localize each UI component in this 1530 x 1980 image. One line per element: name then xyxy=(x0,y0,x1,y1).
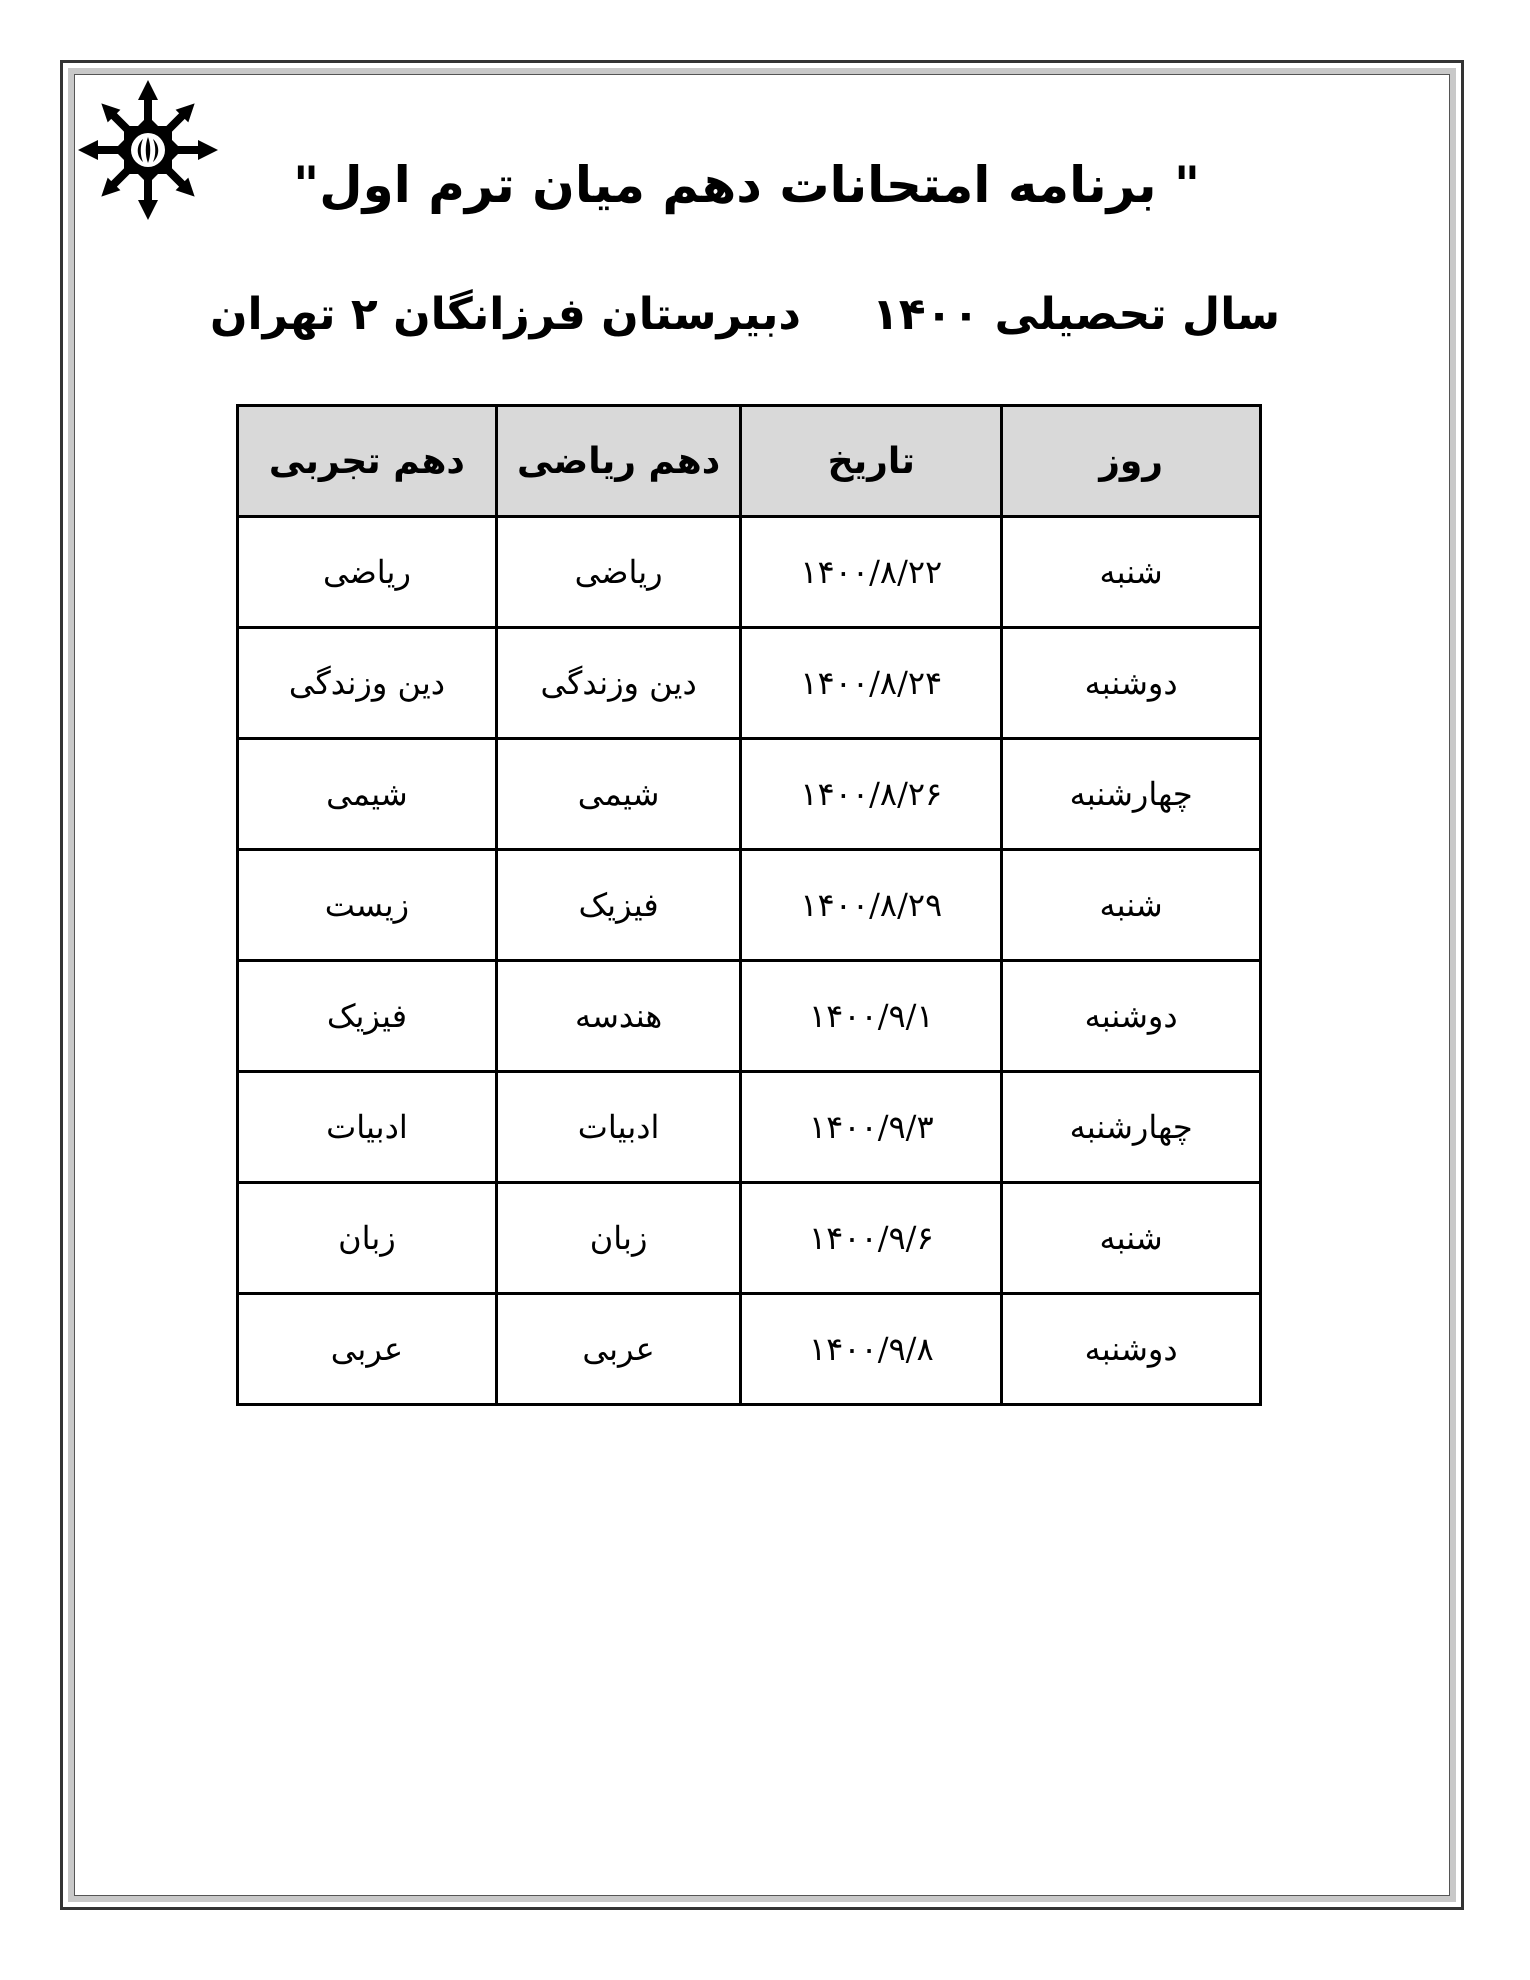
cell-day: شنبه xyxy=(1002,1183,1261,1294)
cell-date: ۱۴۰۰/۹/۳ xyxy=(741,1072,1002,1183)
cell-math: ادبیات xyxy=(496,1072,741,1183)
cell-day: دوشنبه xyxy=(1002,628,1261,739)
academic-year: سال تحصیلی ۱۴۰۰ xyxy=(871,289,1280,340)
cell-date: ۱۴۰۰/۹/۶ xyxy=(741,1183,1002,1294)
cell-day: شنبه xyxy=(1002,517,1261,628)
header-science: دهم تجربی xyxy=(238,406,497,517)
table-row xyxy=(238,739,1261,850)
cell-science: شیمی xyxy=(238,739,497,850)
table-row xyxy=(238,961,1261,1072)
cell-day: دوشنبه xyxy=(1002,1294,1261,1405)
cell-science: ریاضی xyxy=(238,517,497,628)
table-row xyxy=(238,1072,1261,1183)
cell-math: عربی xyxy=(496,1294,741,1405)
cell-date: ۱۴۰۰/۸/۲۴ xyxy=(741,628,1002,739)
cell-date: ۱۴۰۰/۸/۲۹ xyxy=(741,850,1002,961)
table-header-row xyxy=(238,406,1261,517)
cell-date: ۱۴۰۰/۹/۱ xyxy=(741,961,1002,1072)
cell-date: ۱۴۰۰/۹/۸ xyxy=(741,1294,1002,1405)
cell-science: زبان xyxy=(238,1183,497,1294)
cell-day: شنبه xyxy=(1002,850,1261,961)
cell-science: زیست xyxy=(238,850,497,961)
cell-date: ۱۴۰۰/۸/۲۲ xyxy=(741,517,1002,628)
header-day: روز xyxy=(1002,406,1261,517)
cell-math: ریاضی xyxy=(496,517,741,628)
cell-science: فیزیک xyxy=(238,961,497,1072)
table-row xyxy=(238,628,1261,739)
cell-day: دوشنبه xyxy=(1002,961,1261,1072)
cell-math: شیمی xyxy=(496,739,741,850)
header-math: دهم ریاضی xyxy=(496,406,741,517)
page-title: " برنامه امتحانات دهم میان ترم اول" xyxy=(293,156,1200,214)
cell-date: ۱۴۰۰/۸/۲۶ xyxy=(741,739,1002,850)
cell-math: دین وزندگی xyxy=(496,628,741,739)
table-row xyxy=(238,1294,1261,1405)
cell-science: ادبیات xyxy=(238,1072,497,1183)
table-row xyxy=(238,1183,1261,1294)
cell-science: عربی xyxy=(238,1294,497,1405)
exam-schedule-table xyxy=(236,404,1262,1406)
cell-day: چهارشنبه xyxy=(1002,1072,1261,1183)
cell-math: هندسه xyxy=(496,961,741,1072)
header-date: تاریخ xyxy=(741,406,1002,517)
table-row xyxy=(238,517,1261,628)
cell-math: فیزیک xyxy=(496,850,741,961)
cell-day: چهارشنبه xyxy=(1002,739,1261,850)
cell-science: دین وزندگی xyxy=(238,628,497,739)
emblem-icon xyxy=(76,78,220,222)
school-name: دبیرستان فرزانگان ۲ تهران xyxy=(210,289,801,340)
cell-math: زبان xyxy=(496,1183,741,1294)
table-row xyxy=(238,850,1261,961)
